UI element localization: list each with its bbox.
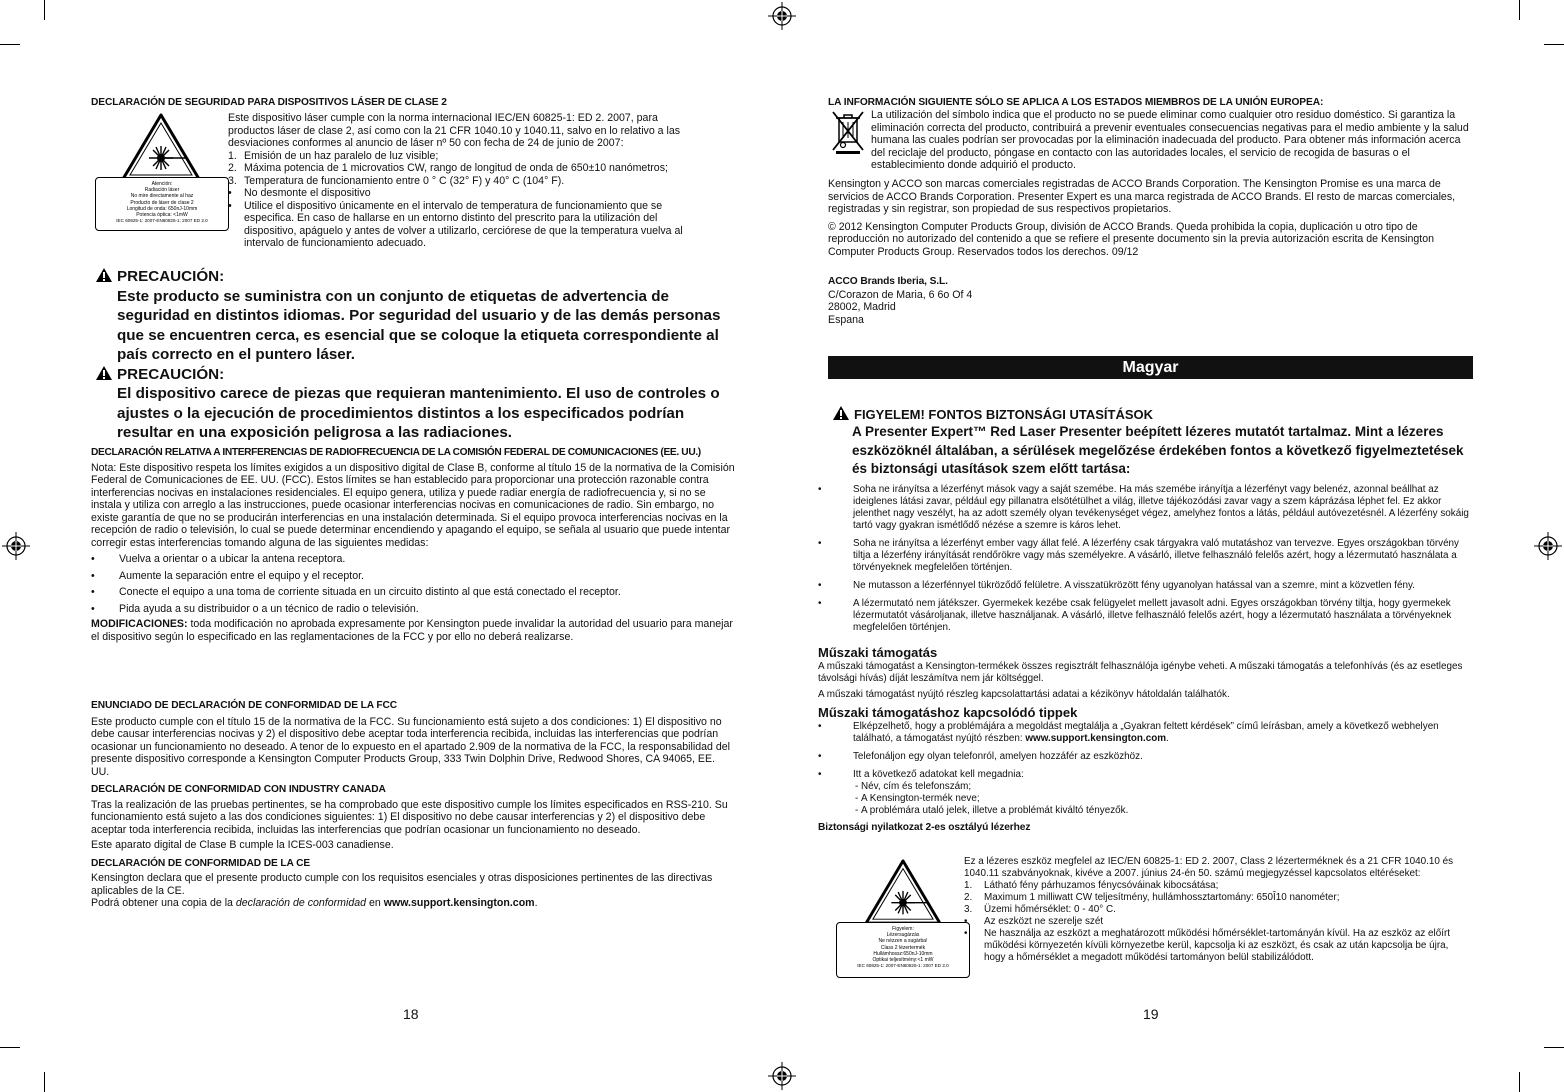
- language-bar: Magyar: [828, 356, 1473, 379]
- hu-bullets: [818, 484, 1473, 634]
- eu-title: LA INFORMACIÓN SIGUIENTE SÓLO SE APLICA A LOS ESTADOS MIEMBROS DE LA UNIÓN EUROPEA:: [828, 97, 1324, 108]
- tips-sub-item: - Név, cím és telefonszám;: [855, 781, 972, 792]
- warning-icon: [832, 405, 850, 421]
- label-line: Figyelem:: [892, 926, 914, 932]
- tips-item: • Telefonáljon egy olyan telefonról, amelyen hozzáfér az eszközhöz.: [818, 751, 1143, 762]
- label-line: Ne nézzen a sugárba!: [878, 938, 928, 945]
- registration-mark-icon: [2, 532, 30, 560]
- label-line: Class 2 lézertermék: [880, 944, 926, 951]
- fcc-title: DECLARACIÓN RELATIVA A INTERFERENCIAS DE RADIOFRECUENCIA DE LA COMISIÓN FEDERAL DE COMUNICACIONES (EE. UU.): [91, 447, 701, 458]
- warning-icon: [95, 365, 113, 381]
- hu-laser-list-item: 1. Látható fény párhuzamos fénycsóváinak kibocsátása;: [964, 880, 1219, 891]
- hu-bullet: • Soha ne irányítsa a lézerfényt mások vagy a saját szemébe. Ha más szemébe irányítja a lézerfényt vagy belenéz, azonnal beállhat az ideiglenes látási zavar, például egy pillanatra elsötétülhet a világ, illetve tájékozódási zavar vagy a szem káprázása léphet fel. Ez akkor jelenthet nagy veszélyt, ha az adott személy olyan tevékenységet végez, amelyhez fontos a látás, például autóvezetésnél. A lézerfény sokáig tartó vagy gyakran ismétlődő nézése a szemre is káros lehet.: [818, 484, 1469, 531]
- left-page: [91, 97, 736, 110]
- caution-title: PRECAUCIÓN:: [95, 365, 735, 385]
- registration-mark-icon: [768, 2, 796, 30]
- fcc-section: [91, 447, 736, 643]
- registration-mark-icon: [1534, 532, 1562, 560]
- address-company: ACCO Brands Iberia, S.L.: [828, 276, 948, 287]
- hu-laser-body: [964, 856, 1472, 964]
- tips-item: • Elképzelhető, hogy a problémájára a megoldást megtalálja a „Gyakran feltett kérdések” című leírásban, amely a következő webhelyen található, a támogatást nyújtó részben: www.support.kensington.com.: [818, 721, 1439, 744]
- hu-bullet: • Ne mutasson a lézerfénnyel tükröződő felületre. A visszatükrözött fény ugyanolyan hatással van a szemre, mint a közvetlen fény.: [818, 580, 1415, 591]
- label-line: Atención:: [151, 181, 173, 187]
- hu-laser-title: Biztonsági nyilatkozat 2-es osztályú lézerhez: [818, 822, 1031, 833]
- label-footer: IEC 60825-1: 2007-EN60825-1: 2007 ED 2.0: [116, 218, 208, 224]
- label-line: Producto de láser de clase 2: [130, 199, 194, 206]
- fcc-doc-text: Este producto cumple con el título 15 de la normativa de la FCC. Su funcionamiento está sujeto a dos condiciones: 1) El dispositivo no debe causar interferencias nocivas y 2) el dispositivo debe aceptar toda interferencia recibida, incluidas las interferencias que podrían ocasionar un funcionamiento no deseado. A tenor de lo expuesto en el apartado 2.909 de la normativa de la FCC, la responsabilidad del presente dispositivo corresponde a Kensington Computer Products Group, 333 Twin Dolphin Drive, Redwood Shores, CA 94065, EE. UU.: [91, 715, 730, 778]
- support-text: A műszaki támogatást a Kensington-termékek összes regisztrált felhasználója igénybe veheti. A műszaki támogatás a telefonhívás (és az esetleges távolsági hívás) díját leszámítva nem jár költséggel.: [818, 661, 1463, 684]
- fcc-list-item: • Pida ayuda a su distribuidor o a un técnico de radio o televisión.: [91, 602, 419, 615]
- support-title: Műszaki támogatás: [818, 645, 938, 660]
- tips-sub-item: - A Kensington-termék neve;: [855, 793, 980, 804]
- label-line: Lézersugárzás: [886, 932, 920, 939]
- crop-mark: [44, 1072, 45, 1092]
- hu-bullet: • Soha ne irányítsa a lézerfényt ember vagy állat felé. A lézerfény csak tárgyakra való mutatáshoz van tervezve. Egyes országokban törvény tiltja a lézerfény irányítását rendőrökre vagy más személyekre. A vásárló, illetve felhasználó felelős azért, hogy a lézermutató használata a törvényeknek megfelelően történjen.: [818, 538, 1459, 573]
- fcc-doc-title: ENUNCIADO DE DECLARACIÓN DE CONFORMIDAD DE LA FCC: [91, 700, 398, 711]
- label-footer: IEC 60825-1: 2007-EN60825-1: 2007 ED 2.0: [857, 963, 949, 969]
- legal-block: [828, 178, 1473, 326]
- eu-text-block: [871, 109, 1475, 172]
- support-link[interactable]: www.support.kensington.com: [383, 897, 535, 909]
- right-page: [828, 97, 1473, 110]
- hu-laser-label: [836, 922, 970, 978]
- fcc-list-item: • Vuelva a orientar o a ubicar la antena receptora.: [91, 553, 346, 565]
- laser-warning-triangle-icon: [862, 858, 944, 926]
- hu-warning-title: FIGYELEM! FONTOS BIZTONSÁGI UTASÍTÁSOK: [832, 405, 1473, 423]
- ic-text-2: Este aparato digital de Clase B cumple la ICES-003 canadiense.: [91, 839, 394, 851]
- warning-icon: [95, 267, 113, 283]
- hu-laser-list-item: • Ne használja az eszközt a meghatározott működési hőmérséklet-tartományán kívül. Ha az eszköz az előírt működési környezetén kívüli környezetbe kerül, kapcsolja ki az eszközt, és csak az után kapcsolja be újra, hogy a hőmérséklet a megadott működési tartományon belül stabilizálódott.: [964, 928, 1450, 963]
- hu-laser-list-item: 2. Maximum 1 milliwatt CW teljesítmény, hullámhossztartomány: 650Î10 nanométer;: [964, 892, 1340, 903]
- eu-text: La utilización del símbolo indica que el producto no se puede eliminar como cualquier otro residuo doméstico. Si garantiza la eliminación correcta del producto, contribuirá a prevenir eventuales consecuencias negativas para el medio ambiente y la salud humana las cuales podrían ser provocadas por la eliminación inadecuada del producto. Para obtener más información acerca del reciclaje del producto, póngase en contacto con las autoridades locales, el servicio de recogida de basuras o el establecimiento donde adquirió el producto.: [871, 109, 1469, 171]
- laser-intro: Este dispositivo láser cumple con la norma internacional IEC/EN 60825-1: ED 2. 2007, para productos láser de clase 2, así como con la 21 CFR 1040.10 y 1040.11, salvo en lo relativo a las desviaciones conformes al anuncio de láser nº 50 con fecha de 24 de junio de 2007:: [228, 112, 681, 149]
- hu-warning-block: [832, 405, 1473, 479]
- label-line: Potencia óptica: <1mW: [136, 212, 188, 219]
- address-line: C/Corazon de Maria, 6 6o Of 4: [828, 288, 973, 301]
- ic-title: DECLARACIÓN DE CONFORMIDAD CON INDUSTRY CANADA: [91, 784, 386, 795]
- hu-laser-intro: Ez a lézeres eszköz megfelel az IEC/EN 60825-1: ED 2. 2007, Class 2 lézerterméknek és a 21 CFR 1040.10 és 1040.11 szabványoknak, kivéve a 2007. június 24-én 50. számú megjegyzéssel kapcsolatos eltéréseket:: [964, 856, 1454, 879]
- laser-list-item: • No desmonte el dispositivo: [228, 187, 371, 199]
- label-line: Hullámhossz:650nJ-10mm: [873, 950, 933, 957]
- tips-sub-list: [818, 781, 1473, 817]
- caution-text: El dispositivo carece de piezas que requieran mantenimiento. El uso de controles o ajustes o la ejecución de procedimientos distintos a los especificados podrían resultar en una exposición peligrosa a las radiaciones.: [117, 385, 720, 441]
- trademark-text: Kensington y ACCO son marcas comerciales registradas de ACCO Brands Corporation. The Kensington Promise es una marca de servicios de ACCO Brands Corporation. Presenter Expert es una marca registrada de ACCO Brands. El resto de marcas comerciales, registradas y sin registrar, son propiedad de sus respectivos propietarios.: [828, 178, 1456, 215]
- laser-safety-body: [228, 112, 696, 250]
- crop-mark: [1519, 1072, 1520, 1092]
- hu-laser-list-item: 3. Üzemi hőmérséklet: 0 - 40° C.: [964, 904, 1116, 915]
- laser-list-item: 2. Máxima potencia de 1 microvatios CW, rango de longitud de onda de 650±10 nanómetros;: [228, 162, 668, 174]
- ic-text: Tras la realización de las pruebas pertinentes, se ha comprobado que este dispositivo cumple los límites especificados en RSS-210. Su funcionamiento está sujeto a las dos condiciones siguientes: 1) El dispositivo no debe causar interferencias y 2) el dispositivo debe aceptar toda interferencia recibida, incluidas las interferencias que podrían ocasionar un funcionamiento no deseado.: [91, 798, 728, 836]
- support-text-2: A műszaki támogatást nyújtó részleg kapcsolattartási adatai a kézikönyv hátoldalán találhatók.: [818, 689, 1230, 700]
- tips-sub-item: - A problémára utaló jelek, illetve a problémát kiváltó tényezők.: [855, 805, 1129, 816]
- fcc-text: Nota: Este dispositivo respeta los límites exigidos a un dispositivo digital de Clase B, conforme al título 15 de la normativa de la Comisión Federal de Comunicaciones de EE. UU. (FCC). Estos límites se han establecido para proporcionar una protección razonable contra interferencias nocivas en instalaciones residenciales. El equipo genera, utiliza y puede radiar energía de radiofrecuencia y, si no se instala y utiliza con arreglo a las instrucciones, puede ocasionar interferencias nocivas en comunicaciones de radio. Sin embargo, no existe garantía de que no se producirán interferencias en una instalación determinada. Si el equipo provoca interferencias nocivas en la recepción de radio o televisión, lo cual se puede determinar encendiendo y apagando el equipo, se señala al usuario que puede intentar corregir estas interferencias tomando alguna de las siguientes medidas:: [91, 461, 735, 549]
- crop-mark: [1519, 0, 1520, 20]
- support-link[interactable]: www.support.kensington.com: [1025, 733, 1167, 744]
- laser-list-item: • Utilice el dispositivo únicamente en el intervalo de temperatura de funcionamiento que se especifica. En caso de hallarse en un entorno distinto del prescrito para la utilización del dispositivo, apáguelo y antes de volver a utilizarlo, cerciórese de que la temperatura vuelva al intervalo de funcionamiento adecuado.: [228, 199, 683, 249]
- caution-title: PRECAUCIÓN:: [95, 267, 735, 287]
- label-line: Longitud de onda: 650nJ-10mm: [126, 205, 198, 212]
- ce-text: Kensington declara que el presente producto cumple con los requisitos esenciales y otras disposiciones pertinentes de las directivas aplicables de la CE.: [91, 872, 713, 897]
- modifications-text: MODIFICACIONES: toda modificación no aprobada expresamente por Kensington puede invalidar la autoridad del usuario para manejar el dispositivo según lo especificado en las reglamentaciones de la FCC y por ello no deberá realizarse.: [91, 618, 733, 643]
- address-line: 28002, Madrid: [828, 301, 896, 313]
- hu-warning-text: A Presenter Expert™ Red Laser Presenter beépített lézeres mutatót tartalmaz. Mint a lézeres eszközöknél általában, a sérülések megelőzése érdekében fontos a következő figyelmeztetések és biztonsági utasítások szem előtt tartása:: [852, 424, 1464, 476]
- declaration-section: [91, 700, 736, 910]
- laser-safety-title: DECLARACIÓN DE SEGURIDAD PARA DISPOSITIVOS LÁSER DE CLASE 2: [91, 97, 447, 108]
- crop-mark: [0, 1047, 20, 1048]
- crop-mark: [0, 44, 20, 45]
- crop-mark: [44, 0, 45, 20]
- ce-text-2: Podrá obtener una copia de la declaración de conformidad en www.support.kensington.com.: [91, 897, 538, 909]
- ce-title: DECLARACIÓN DE CONFORMIDAD DE LA CE: [91, 857, 311, 869]
- laser-list-item: 1. Emisión de un haz paralelo de luz visible;: [228, 149, 439, 162]
- label-line: Optikai teljesítmény:<1 mW: [872, 957, 934, 964]
- laser-label: [95, 177, 229, 231]
- tips-title: Műszaki támogatáshoz kapcsolódó tippek: [818, 705, 1078, 720]
- page-number: 18: [403, 1006, 419, 1022]
- laser-list-item: 3. Temperatura de funcionamiento entre 0 ° C (32° F) y 40° C (104° F).: [228, 174, 565, 187]
- laser-warning-triangle-icon: [120, 112, 202, 182]
- page-number: 19: [1143, 1006, 1159, 1022]
- caution-text: Este producto se suministra con un conjunto de etiquetas de advertencia de seguridad en distintos idiomas. Por seguridad del usuario y de las demás personas que se encuentren cerca, es esencial que se coloque la etiqueta correspondiente al país correcto en el puntero láser.: [117, 287, 721, 363]
- label-line: Radiación láser: [144, 187, 180, 194]
- fcc-list-item: • Aumente la separación entre el equipo y el receptor.: [91, 569, 364, 582]
- weee-bin-icon: [830, 110, 866, 154]
- registration-mark-icon: [768, 1062, 796, 1090]
- hu-laser-list-item: • Az eszközt ne szerelje szét: [964, 916, 1104, 927]
- caution-block: [95, 267, 735, 443]
- hu-bullet: • A lézermutató nem játékszer. Gyermekek kezébe csak felügyelet mellett javasolt adni. Egyes országokban törvény tiltja, hogy gyermekek lézermutatót vásároljanak, illetve használjanak. A vásárló, illetve felhasználó felelős azért, hogy a lézermutató használata a törvényeknek megfelelően történjen.: [818, 598, 1452, 633]
- crop-mark: [1544, 44, 1564, 45]
- fcc-list-item: • Conecte el equipo a una toma de corriente situada en un circuito distinto al que está conectado el receptor.: [91, 586, 621, 598]
- crop-mark: [1544, 1047, 1564, 1048]
- tips-item: • Itt a következő adatokat kell megadnia:: [818, 769, 1024, 780]
- hu-support-block: [818, 647, 1473, 834]
- address-line: Espana: [828, 313, 864, 326]
- copyright-text: © 2012 Kensington Computer Products Group, división de ACCO Brands. Queda prohibida la copia, duplicación u otro tipo de reproducción no autorizado del contenido a que se refiere el presente documento sin la previa autorización escrita de Kensington Computer Products Group. Reservados todos los derechos. 09/12: [828, 220, 1434, 258]
- label-line: No mire directamente al haz: [130, 193, 194, 200]
